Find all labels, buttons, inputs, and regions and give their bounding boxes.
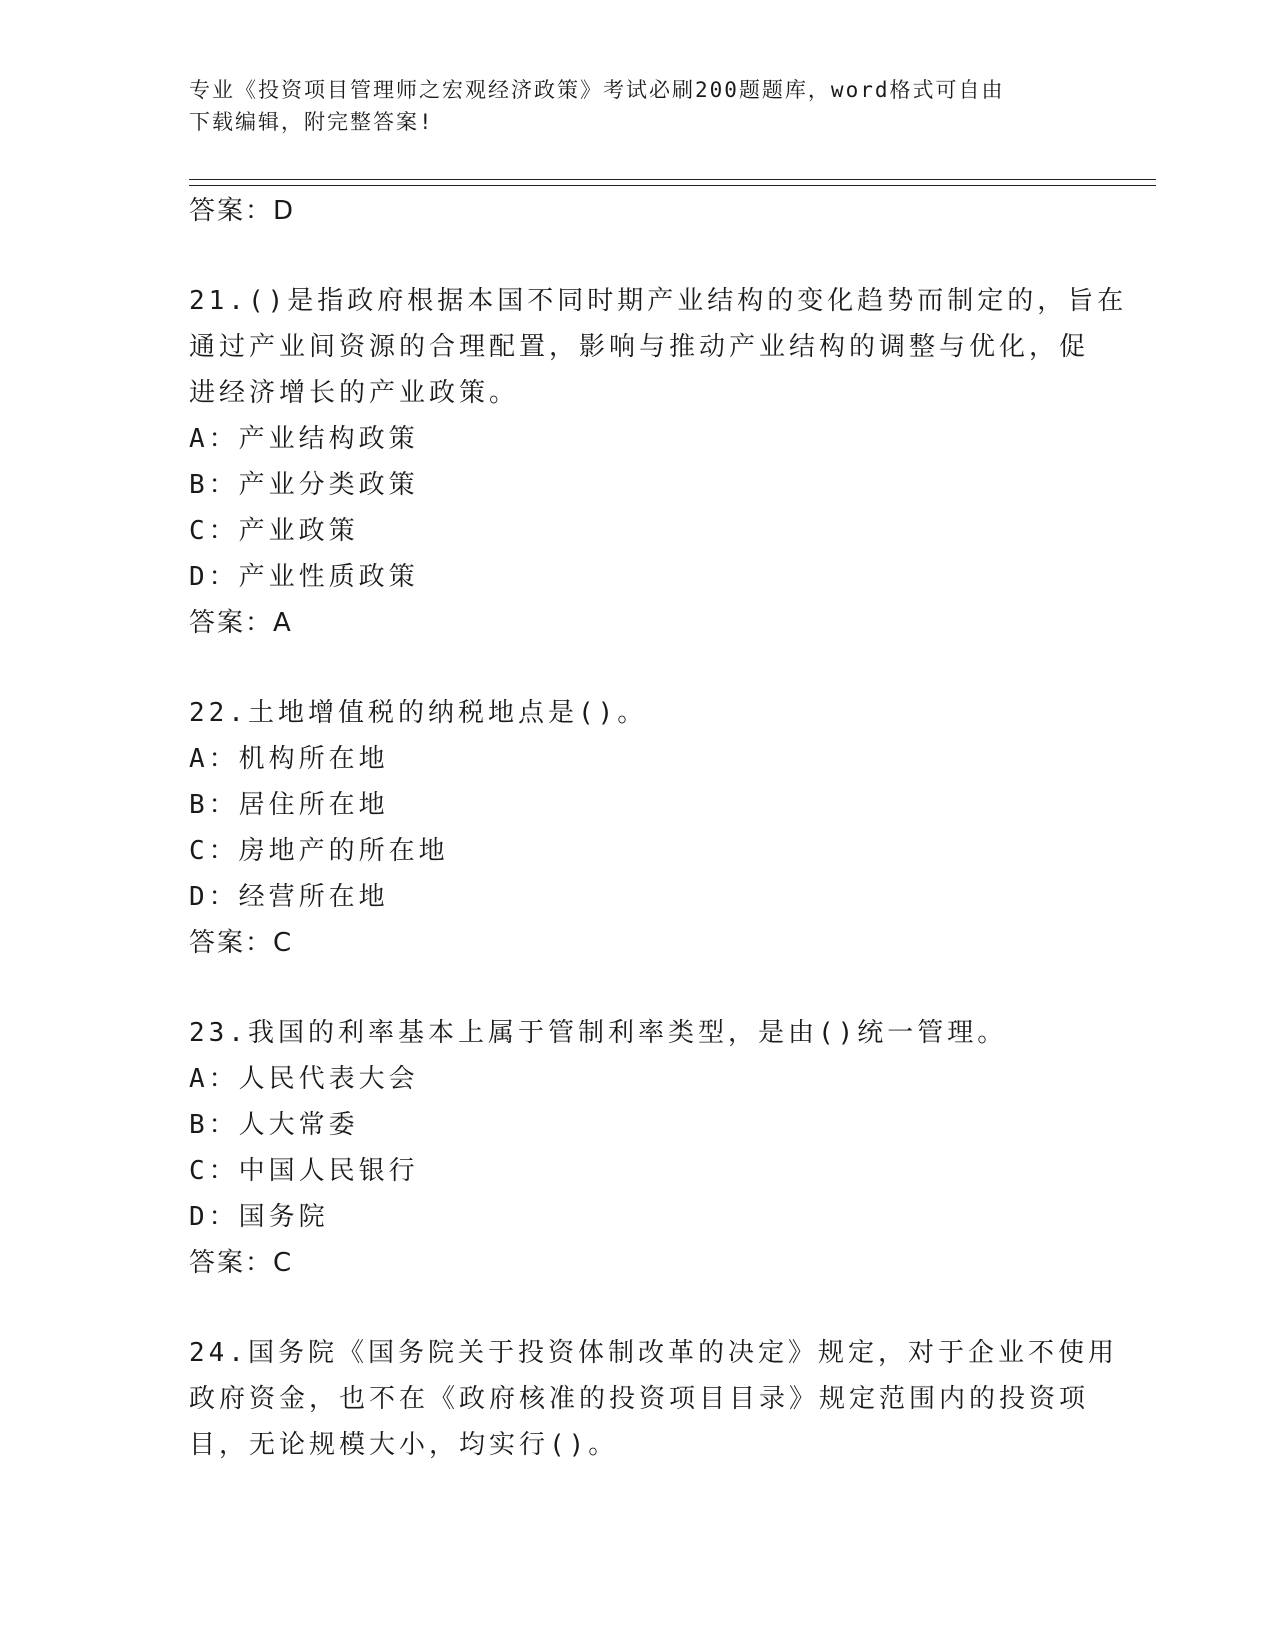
question-stem-line: 23.我国的利率基本上属于管制利率类型，是由()统一管理。	[189, 1018, 1008, 1048]
option-c: C：产业政策	[189, 516, 359, 546]
question-stem-line: 目，无论规模大小，均实行()。	[189, 1430, 619, 1460]
option-a: A：人民代表大会	[189, 1064, 419, 1094]
answer-line: 答案：A	[189, 608, 293, 638]
option-b: B：产业分类政策	[189, 470, 419, 500]
question-stem-line: 22.土地增值税的纳税地点是()。	[189, 698, 648, 728]
question-stem-line: 24.国务院《国务院关于投资体制改革的决定》规定，对于企业不使用	[189, 1338, 1118, 1368]
option-d: D：产业性质政策	[189, 562, 419, 592]
question-stem-line: 政府资金，也不在《政府核准的投资项目目录》规定范围内的投资项	[189, 1384, 1090, 1414]
question-24	[189, 1330, 1118, 1468]
answer-line: 答案：C	[189, 928, 294, 958]
option-c: C：中国人民银行	[189, 1156, 419, 1186]
question-21	[189, 278, 1128, 646]
option-c: C：房地产的所在地	[189, 836, 449, 866]
question-list	[189, 188, 1128, 1468]
header-line-1: 专业《投资项目管理师之宏观经济政策》考试必刷200题题库，word格式可自由	[189, 78, 1005, 102]
question-stem-line: 通过产业间资源的合理配置，影响与推动产业结构的调整与优化，促	[189, 332, 1090, 362]
page-header	[189, 74, 1069, 138]
option-b: B：居住所在地	[189, 790, 389, 820]
answer-line: 答案：C	[189, 1248, 294, 1278]
option-d: D：国务院	[189, 1202, 329, 1232]
option-d: D：经营所在地	[189, 882, 389, 912]
header-line-2: 下载编辑，附完整答案!	[189, 110, 434, 134]
question-23	[189, 1010, 1089, 1286]
question-stem-line: 进经济增长的产业政策。	[189, 378, 520, 408]
option-a: A：产业结构政策	[189, 424, 419, 454]
question-stem-line: 21.()是指政府根据本国不同时期产业结构的变化趋势而制定的，旨在	[189, 286, 1128, 316]
question-22	[189, 690, 1089, 966]
header-divider	[189, 179, 1156, 186]
option-b: B：人大常委	[189, 1110, 359, 1140]
option-a: A：机构所在地	[189, 744, 389, 774]
answer-line: 答案：D	[189, 196, 296, 226]
